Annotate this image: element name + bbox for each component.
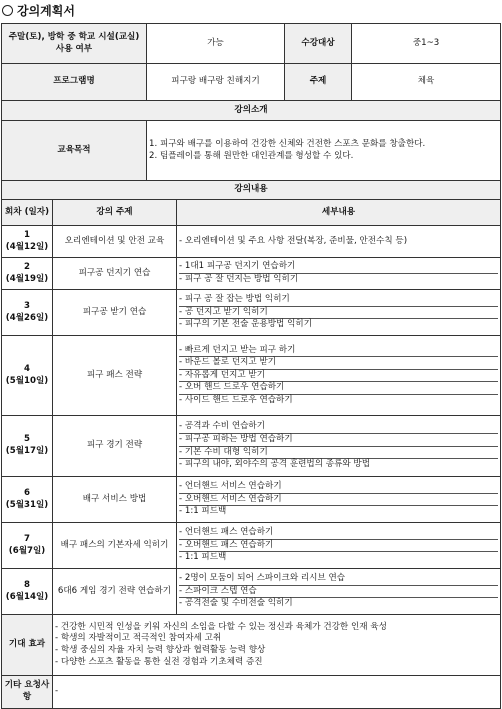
detail-item: - 1대1 피구공 던지기 연습하기 xyxy=(179,261,498,274)
session-number: 3 (4월26일) xyxy=(2,290,53,336)
session-row xyxy=(2,258,501,290)
detail-item: - 2명이 모둠이 되어 스파이크와 리시브 연습 xyxy=(179,573,498,586)
session-number: 7 (6월7일) xyxy=(2,523,53,569)
detail-item: - 공 던지고 받기 익히기 xyxy=(179,307,498,320)
session-topic: 배구 패스의 기본자세 익히기 xyxy=(53,523,177,569)
info-row-1 xyxy=(2,24,501,64)
effects-content xyxy=(53,615,501,676)
session-topic: 오리엔테이션 및 안전 교육 xyxy=(53,226,177,258)
effects-label: 기대 효과 xyxy=(2,615,53,676)
session-row xyxy=(2,477,501,523)
detail-item: - 오버핸드 패스 연습하기 xyxy=(179,540,498,553)
effect-item: - 건강한 시민적 인성을 키워 자신의 소임을 다할 수 있는 정신과 육체가 건강한 인재 육성 xyxy=(55,621,387,632)
target-value: 중1~3 xyxy=(352,24,501,64)
detail-item: - 공격전술 및 수비전술 익히기 xyxy=(179,598,293,609)
info-row-2 xyxy=(2,64,501,101)
other-row xyxy=(2,676,501,709)
target-label: 수강대상 xyxy=(285,24,352,64)
col-session: 회차 (일자) xyxy=(2,200,53,226)
detail-item: - 1:1 피드백 xyxy=(179,506,227,517)
session-details xyxy=(177,290,501,336)
other-value: - xyxy=(53,676,501,709)
session-number: 1 (4월12일) xyxy=(2,226,53,258)
session-row xyxy=(2,569,501,615)
program-value: 피구랑 배구랑 친해지기 xyxy=(147,64,285,101)
detail-item: - 언더핸드 패스 연습하기 xyxy=(179,527,498,540)
goal-item: 1. 피구와 배구를 이용하여 건강한 신체와 건전한 스포츠 문화를 창출한다. xyxy=(149,138,426,149)
detail-item: - 스파이크 스텝 연습 xyxy=(179,586,498,599)
session-row xyxy=(2,336,501,416)
program-label: 프로그램명 xyxy=(2,64,147,101)
goal-list xyxy=(149,139,498,162)
session-row xyxy=(2,290,501,336)
intro-header-row xyxy=(2,101,501,121)
lecture-plan-table xyxy=(1,23,501,709)
session-topic: 배구 서비스 방법 xyxy=(53,477,177,523)
detail-item: - 공격과 수비 연습하기 xyxy=(179,421,498,434)
effects-list xyxy=(55,622,498,668)
other-label: 기타 요청사항 xyxy=(2,676,53,709)
document-title-text: 강의계획서 xyxy=(17,3,75,18)
detail-item: - 언더핸드 서비스 연습하기 xyxy=(179,481,498,494)
detail-item: - 바운드 볼로 던지고 받기 xyxy=(179,357,498,370)
session-number: 2 (4월19일) xyxy=(2,258,53,290)
detail-item: - 피구의 내야, 외야수의 공격 훈련법의 종류와 방법 xyxy=(179,459,371,470)
detail-item: - 오버핸드 서비스 연습하기 xyxy=(179,494,498,507)
session-row xyxy=(2,226,501,258)
session-topic: 6대6 게임 경기 전략 연습하기 xyxy=(53,569,177,615)
effect-item: - 학생 중심의 자율 자치 능력 향상과 협력활동 능력 향상 xyxy=(55,645,266,655)
goal-row xyxy=(2,121,501,181)
session-number: 4 (5월10일) xyxy=(2,336,53,416)
open-usage-label: 주말(토), 방학 중 학교 시설(교실) 사용 여부 xyxy=(2,24,147,64)
intro-header: 강의소개 xyxy=(2,101,501,121)
session-details xyxy=(177,416,501,477)
content-header-row xyxy=(2,181,501,200)
session-topic: 피구 패스 전략 xyxy=(53,336,177,416)
session-row xyxy=(2,523,501,569)
detail-item: - 빠르게 던지고 받는 피구 하기 xyxy=(179,345,498,358)
detail-item: - 오리엔테이션 및 주요 사항 전달(복장, 준비물, 안전수칙 등) xyxy=(179,235,408,246)
col-topic: 강의 주제 xyxy=(53,200,177,226)
detail-item: - 피구공 피하는 방법 연습하기 xyxy=(179,434,498,447)
session-details xyxy=(177,523,501,569)
session-details xyxy=(177,258,501,290)
content-header: 강의내용 xyxy=(2,181,501,200)
goal-label: 교육목적 xyxy=(2,121,147,181)
detail-item: - 피구의 기본 전술 운용방법 익히기 xyxy=(179,319,312,330)
session-topic: 피구공 받기 연습 xyxy=(53,290,177,336)
session-details xyxy=(177,569,501,615)
effect-item: - 학생의 자발적이고 적극적인 참여자세 고취 xyxy=(55,633,222,644)
circle-bullet-icon xyxy=(2,5,13,16)
open-usage-value: 가능 xyxy=(147,24,285,64)
session-topic: 피구공 던지기 연습 xyxy=(53,258,177,290)
detail-item: - 자유롭게 던지고 받기 xyxy=(179,370,498,383)
session-details xyxy=(177,477,501,523)
document-title xyxy=(2,2,75,18)
detail-item: - 오버 핸드 드로우 연습하기 xyxy=(179,382,498,395)
detail-item: - 기본 수비 대형 익히기 xyxy=(179,447,498,460)
goal-item: 2. 팀플레이를 통해 원만한 대인관계를 형성할 수 있다. xyxy=(149,150,354,161)
detail-item: - 피구 공 잘 던지는 방법 익히기 xyxy=(179,274,299,284)
session-row xyxy=(2,416,501,477)
session-details xyxy=(177,336,501,416)
subject-value: 체육 xyxy=(352,64,501,101)
session-number: 6 (5월31일) xyxy=(2,477,53,523)
goal-content xyxy=(147,121,501,181)
session-topic: 피구 경기 전략 xyxy=(53,416,177,477)
detail-item: - 피구 공 잘 잡는 방법 익히기 xyxy=(179,294,498,307)
content-column-header-row xyxy=(2,200,501,226)
session-number: 8 (6월14일) xyxy=(2,569,53,615)
effect-item: - 다양한 스포츠 활동을 통한 실전 경험과 기초체력 증진 xyxy=(55,656,263,667)
session-details xyxy=(177,226,501,258)
subject-label: 주제 xyxy=(285,64,352,101)
detail-item: - 1:1 피드백 xyxy=(179,552,227,563)
detail-item: - 사이드 핸드 드로우 연습하기 xyxy=(179,394,293,405)
col-detail: 세부내용 xyxy=(177,200,501,226)
effects-row xyxy=(2,615,501,676)
session-number: 5 (5월17일) xyxy=(2,416,53,477)
